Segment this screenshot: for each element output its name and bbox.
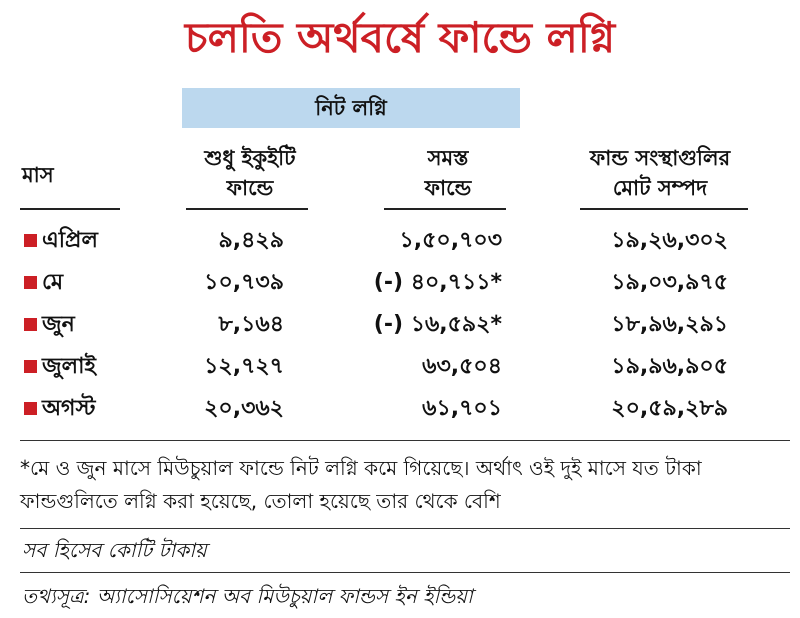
assets-cell: ২০,৫৯,২৮৯ [611, 396, 728, 421]
column-header-equity-line1: শুধু ইকুইটি [204, 146, 296, 170]
red-square-bullet-icon [24, 402, 37, 415]
red-square-bullet-icon [24, 360, 37, 373]
month-cell: অগস্ট [42, 396, 96, 421]
header-underline-equity [186, 208, 308, 210]
header-underline-month [20, 208, 120, 210]
column-header-assets-line1: ফান্ড সংস্থাগুলির [589, 146, 731, 170]
all-funds-cell: ১,৫০,৭০৩ [399, 228, 502, 253]
equity-cell: ১২,৭২৭ [204, 354, 284, 379]
equity-cell: ২০,৩৬২ [204, 396, 284, 421]
column-header-equity [188, 143, 312, 203]
header-underline-assets [580, 208, 748, 210]
all-funds-cell: ৬১,৭০১ [422, 396, 502, 421]
red-square-bullet-icon [24, 318, 37, 331]
assets-cell: ১৯,৯৬,৯০৫ [611, 354, 728, 379]
column-header-assets-line2: মোট সম্পদ [612, 176, 708, 200]
page-title: চলতি অর্থবর্ষে ফান্ডে লগ্নি [184, 13, 616, 62]
column-header-all-funds [388, 143, 508, 203]
assets-cell: ১৯,২৬,৩০২ [611, 228, 728, 253]
red-square-bullet-icon [24, 276, 37, 289]
data-table [0, 222, 800, 432]
divider [20, 572, 790, 573]
red-square-bullet-icon [24, 234, 37, 247]
divider [20, 528, 790, 529]
equity-cell: ৯,৪২৯ [218, 228, 284, 253]
assets-cell: ১৮,৯৬,২৯১ [611, 312, 728, 337]
table-row [0, 264, 800, 306]
column-header-month: মাস [22, 163, 54, 187]
month-cell: মে [42, 270, 64, 295]
table-row [0, 222, 800, 264]
all-funds-cell: ৬৩,৫০৪ [422, 354, 502, 379]
month-cell: জুলাই [42, 354, 96, 379]
net-investment-header: নিট লগ্নি [182, 88, 520, 128]
month-cell: এপ্রিল [42, 228, 98, 253]
source-credit: তথ্যসূত্র: অ্যাসোসিয়েশন অব মিউচুয়াল ফান্ডস ইন ইন্ডিয়া [22, 584, 473, 608]
divider [20, 440, 790, 441]
column-header-all-line2: ফান্ডে [424, 176, 472, 200]
assets-cell: ১৯,০৩,৯৭৫ [611, 270, 728, 295]
month-cell: জুন [42, 312, 75, 337]
table-row [0, 306, 800, 348]
equity-cell: ১০,৭৩৯ [204, 270, 284, 295]
all-funds-cell: (-) ১৬,৫৯২* [373, 312, 502, 337]
all-funds-cell: (-) ৪০,৭১১* [373, 270, 502, 295]
footnote: *মে ও জুন মাসে মিউচুয়াল ফান্ডে নিট লগ্নি কমে গিয়েছে। অর্থাৎ ওই দুই মাসে যত টাকা ফান্ডগুলিতে লগ্নি করা হয়েছে, তোলা হয়েছে তার থেকে বেশি [20, 456, 702, 513]
unit-note: সব হিসেব কোটি টাকায় [22, 538, 207, 562]
column-header-equity-line2: ফান্ডে [226, 176, 274, 200]
column-header-all-line1: সমস্ত [427, 146, 469, 170]
equity-cell: ৮,১৬৪ [218, 312, 284, 337]
column-header-total-assets [560, 143, 760, 203]
table-row [0, 348, 800, 390]
table-row [0, 390, 800, 432]
header-underline-all [384, 208, 506, 210]
